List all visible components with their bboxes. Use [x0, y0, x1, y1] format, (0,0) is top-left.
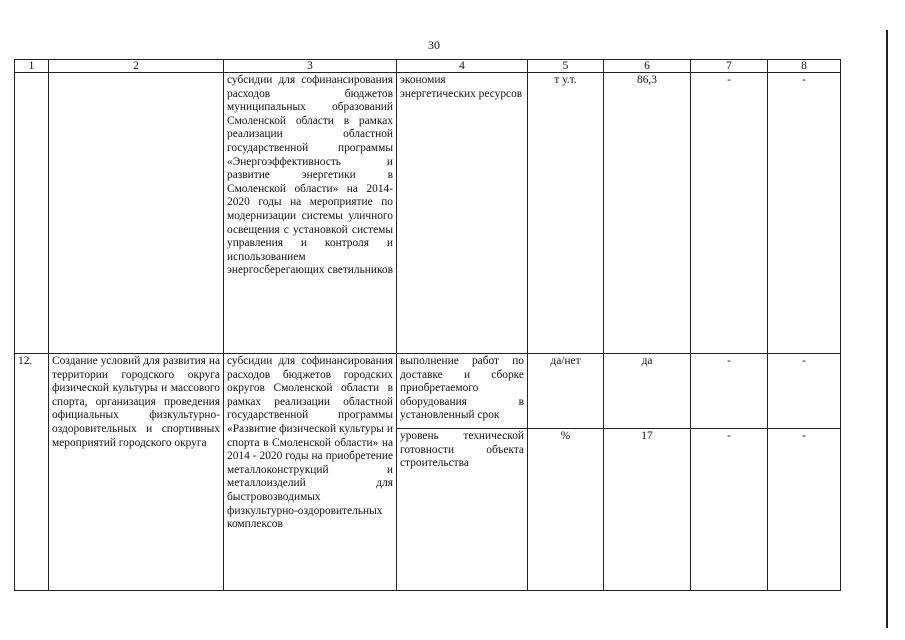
header-cell-3: 3 — [224, 60, 397, 73]
cell-col7: - — [691, 429, 768, 591]
cell-col8: - — [768, 73, 841, 354]
cell-unit: % — [528, 429, 604, 591]
cell-indicator: экономия энергетических ресурсов — [397, 73, 528, 354]
header-cell-5: 5 — [528, 60, 604, 73]
cell-task-empty — [49, 73, 224, 354]
cell-indicator: уровень технической готовности объекта строительства — [397, 429, 528, 591]
data-table — [14, 59, 841, 591]
cell-col8: - — [768, 429, 841, 591]
cell-unit: да/нет — [528, 354, 604, 429]
header-cell-4: 4 — [397, 60, 528, 73]
page-edge-line — [886, 30, 888, 628]
cell-col8: - — [768, 354, 841, 429]
header-cell-6: 6 — [604, 60, 691, 73]
header-cell-8: 8 — [768, 60, 841, 73]
table-row-12-a — [15, 354, 841, 429]
cell-measure: субсидии для софинансирования расходов бюджетов муниципальных образований Смоленской области в рамках реализации областной государственной программы «Энергоэффективность и развитие энергетики в Смоленской области» на 2014-2020 годы на мероприятие по модернизации системы уличного освещения с установкой системы управления и контроля и использованием энергосберегающих светильников — [224, 73, 397, 354]
page-number: 30 — [428, 38, 440, 52]
cell-measure: субсидии для софинансирования расходов бюджетов городских округов Смоленской области в рамках реализации областной государственной программы «Развитие физической культуры и спорта в Смоленской области» на 2014 - 2020 годы на приобретение металлоконструкций и металлоизделий для быстровозводимых физкультурно-оздоровительных комплексов — [224, 354, 397, 591]
cell-value: да — [604, 354, 691, 429]
cell-col7: - — [691, 73, 768, 354]
cell-number-empty — [15, 73, 49, 354]
header-cell-2: 2 — [49, 60, 224, 73]
cell-value: 17 — [604, 429, 691, 591]
cell-col7: - — [691, 354, 768, 429]
cell-task: Создание условий для развития на территории городского округа физической культуры и массового спорта, организация проведения официальных физкультурно-оздоровительных и спортивных мероприятий городского округа — [49, 354, 224, 591]
header-cell-7: 7 — [691, 60, 768, 73]
table-row-continuation — [15, 73, 841, 354]
cell-indicator: выполнение работ по доставке и сборке приобретаемого оборудования в установленный срок — [397, 354, 528, 429]
header-row — [15, 60, 841, 73]
cell-row-number: 12. — [15, 354, 49, 591]
cell-unit: т у.т. — [528, 73, 604, 354]
header-cell-1: 1 — [15, 60, 49, 73]
cell-value: 86,3 — [604, 73, 691, 354]
